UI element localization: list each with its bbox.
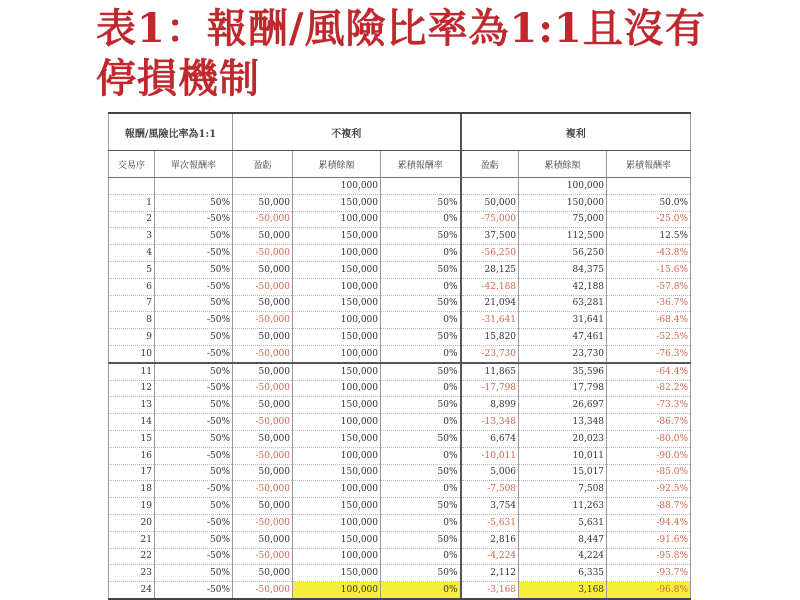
cell-nc-balance: 100,000	[293, 582, 381, 599]
cell-trade-no: 23	[109, 565, 155, 582]
cell-single-return: 50%	[155, 531, 233, 548]
cell-c-balance: 63,281	[519, 295, 607, 312]
cell-single-return: -50%	[155, 211, 233, 228]
cell-nc-pl: 50,000	[233, 363, 293, 380]
cell-single-return: 50%	[155, 498, 233, 515]
cell-c-return: -88.7%	[607, 498, 691, 515]
cell-single-return: -50%	[155, 345, 233, 362]
table-row	[109, 514, 691, 531]
cell-nc-pl: -50,000	[233, 414, 293, 431]
cell-c-pl: 5,006	[461, 464, 519, 481]
cell-c-balance: 20,023	[519, 430, 607, 447]
table-row	[109, 261, 691, 278]
cell-c-return: -76.3%	[607, 345, 691, 362]
cell-trade-no: 21	[109, 531, 155, 548]
cell-c-return: -94.4%	[607, 514, 691, 531]
table-row	[109, 464, 691, 481]
table-row	[109, 228, 691, 245]
cell-nc-pl: 50,000	[233, 464, 293, 481]
cell-trade-no: 24	[109, 582, 155, 599]
table-row	[109, 295, 691, 312]
cell-c-pl: 3,754	[461, 498, 519, 515]
initial-nc-balance: 100,000	[293, 178, 381, 195]
cell-c-pl: 50,000	[461, 194, 519, 211]
cell-trade-no: 3	[109, 228, 155, 245]
cell-c-return: -68.4%	[607, 312, 691, 329]
cell-c-return: -80.0%	[607, 430, 691, 447]
cell-nc-pl: -50,000	[233, 514, 293, 531]
cell-c-balance: 112,500	[519, 228, 607, 245]
cell-nc-pl: -50,000	[233, 278, 293, 295]
cell-c-balance: 11,263	[519, 498, 607, 515]
cell-c-balance: 3,168	[519, 582, 607, 599]
cell-nc-return: 0%	[381, 278, 461, 295]
cell-trade-no: 8	[109, 312, 155, 329]
cell-trade-no: 11	[109, 363, 155, 380]
cell-c-pl: -23,730	[461, 345, 519, 362]
cell-trade-no: 4	[109, 245, 155, 262]
cell-nc-pl: -50,000	[233, 582, 293, 599]
cell-c-pl: -75,000	[461, 211, 519, 228]
table-row	[109, 548, 691, 565]
cell-c-balance: 84,375	[519, 261, 607, 278]
cell-nc-return: 0%	[381, 548, 461, 565]
cell-nc-pl: 50,000	[233, 531, 293, 548]
cell-c-return: -90.0%	[607, 447, 691, 464]
cell-nc-balance: 100,000	[293, 548, 381, 565]
cell-nc-return: 0%	[381, 345, 461, 362]
cell-c-pl: 2,816	[461, 531, 519, 548]
cell-c-pl: -7,508	[461, 481, 519, 498]
cell-c-return: -64.4%	[607, 363, 691, 380]
cell-single-return: -50%	[155, 514, 233, 531]
cell-nc-pl: -50,000	[233, 380, 293, 397]
cell-nc-pl: 50,000	[233, 194, 293, 211]
cell-nc-balance: 150,000	[293, 531, 381, 548]
cell-trade-no: 16	[109, 447, 155, 464]
cell-c-pl: 2,112	[461, 565, 519, 582]
cell-single-return: -50%	[155, 548, 233, 565]
cell-single-return: 50%	[155, 194, 233, 211]
cell-single-return: -50%	[155, 380, 233, 397]
cell-trade-no: 9	[109, 329, 155, 346]
table-row	[109, 498, 691, 515]
cell-nc-balance: 150,000	[293, 498, 381, 515]
cell-c-return: -92.5%	[607, 481, 691, 498]
cell-nc-pl: -50,000	[233, 211, 293, 228]
cell-trade-no: 1	[109, 194, 155, 211]
cell-nc-balance: 150,000	[293, 295, 381, 312]
cell-nc-balance: 100,000	[293, 447, 381, 464]
col-header-trade-no: 交易序	[109, 151, 155, 178]
cell-c-balance: 8,447	[519, 531, 607, 548]
cell-trade-no: 15	[109, 430, 155, 447]
cell-nc-pl: -50,000	[233, 312, 293, 329]
cell-nc-return: 0%	[381, 312, 461, 329]
cell-single-return: -50%	[155, 582, 233, 599]
cell-nc-balance: 150,000	[293, 397, 381, 414]
table-row	[109, 397, 691, 414]
title-line-2: 停損機制	[96, 55, 260, 102]
cell-nc-balance: 150,000	[293, 261, 381, 278]
cell-single-return: 50%	[155, 363, 233, 380]
cell-c-return: -25.0%	[607, 211, 691, 228]
cell-c-return: -93.7%	[607, 565, 691, 582]
cell-c-return: -52.5%	[607, 329, 691, 346]
cell-trade-no: 20	[109, 514, 155, 531]
cell-nc-pl: 50,000	[233, 397, 293, 414]
cell-c-pl: 28,125	[461, 261, 519, 278]
cell-c-return: -43.8%	[607, 245, 691, 262]
cell-nc-pl: -50,000	[233, 345, 293, 362]
cell-nc-pl: -50,000	[233, 245, 293, 262]
cell-trade-no: 17	[109, 464, 155, 481]
cell-c-return: -96.8%	[607, 582, 691, 599]
cell-c-return: -85.0%	[607, 464, 691, 481]
cell-nc-balance: 100,000	[293, 380, 381, 397]
cell-nc-balance: 150,000	[293, 363, 381, 380]
cell-c-return: -36.7%	[607, 295, 691, 312]
cell-nc-return: 0%	[381, 211, 461, 228]
cell-c-pl: -3,168	[461, 582, 519, 599]
cell-c-balance: 47,461	[519, 329, 607, 346]
cell-c-balance: 42,188	[519, 278, 607, 295]
cell-c-return: -15.6%	[607, 261, 691, 278]
cell-nc-return: 50%	[381, 498, 461, 515]
cell-c-balance: 26,697	[519, 397, 607, 414]
cell-c-return: 50.0%	[607, 194, 691, 211]
cell-single-return: 50%	[155, 397, 233, 414]
cell-nc-balance: 100,000	[293, 414, 381, 431]
cell-nc-return: 0%	[381, 380, 461, 397]
cell-c-balance: 7,508	[519, 481, 607, 498]
cell-c-pl: -4,224	[461, 548, 519, 565]
table-row	[109, 531, 691, 548]
cell-nc-return: 50%	[381, 194, 461, 211]
table-row	[109, 345, 691, 362]
cell-c-pl: 21,094	[461, 295, 519, 312]
cell-nc-pl: -50,000	[233, 548, 293, 565]
cell-c-pl: 15,820	[461, 329, 519, 346]
table-row	[109, 363, 691, 380]
table-row	[109, 278, 691, 295]
cell-trade-no: 10	[109, 345, 155, 362]
initial-c-balance: 100,000	[519, 178, 607, 195]
col-header-nc-pl: 盈虧	[233, 151, 293, 178]
ratio-label: 報酬/風險比率為1:1	[109, 113, 233, 151]
table-row	[109, 447, 691, 464]
table-row	[109, 245, 691, 262]
cell-nc-balance: 100,000	[293, 278, 381, 295]
column-headers	[109, 151, 691, 178]
table-row	[109, 565, 691, 582]
cell-c-balance: 15,017	[519, 464, 607, 481]
cell-nc-return: 0%	[381, 481, 461, 498]
cell-c-pl: -42,188	[461, 278, 519, 295]
table-row	[109, 329, 691, 346]
cell-single-return: 50%	[155, 228, 233, 245]
cell-nc-pl: 50,000	[233, 430, 293, 447]
cell-nc-pl: 50,000	[233, 295, 293, 312]
group-compound: 複利	[461, 113, 691, 151]
cell-c-balance: 4,224	[519, 548, 607, 565]
cell-c-pl: 11,865	[461, 363, 519, 380]
col-header-single-return: 單次報酬率	[155, 151, 233, 178]
cell-trade-no: 6	[109, 278, 155, 295]
cell-nc-balance: 100,000	[293, 345, 381, 362]
cell-single-return: 50%	[155, 565, 233, 582]
cell-c-balance: 10,011	[519, 447, 607, 464]
cell-single-return: 50%	[155, 329, 233, 346]
cell-nc-balance: 100,000	[293, 514, 381, 531]
cell-nc-balance: 100,000	[293, 211, 381, 228]
returns-table	[108, 112, 691, 600]
cell-single-return: -50%	[155, 414, 233, 431]
cell-c-pl: -31,641	[461, 312, 519, 329]
cell-nc-return: 0%	[381, 582, 461, 599]
cell-c-balance: 5,631	[519, 514, 607, 531]
cell-nc-return: 50%	[381, 228, 461, 245]
cell-c-return: -91.6%	[607, 531, 691, 548]
cell-single-return: -50%	[155, 481, 233, 498]
cell-trade-no: 2	[109, 211, 155, 228]
cell-nc-return: 0%	[381, 447, 461, 464]
returns-table-container	[108, 112, 690, 600]
cell-trade-no: 13	[109, 397, 155, 414]
cell-c-balance: 35,596	[519, 363, 607, 380]
table-row	[109, 414, 691, 431]
cell-single-return: -50%	[155, 447, 233, 464]
cell-trade-no: 18	[109, 481, 155, 498]
cell-c-pl: 6,674	[461, 430, 519, 447]
cell-nc-pl: 50,000	[233, 498, 293, 515]
table-row	[109, 211, 691, 228]
cell-nc-return: 0%	[381, 245, 461, 262]
cell-c-balance: 23,730	[519, 345, 607, 362]
cell-single-return: 50%	[155, 464, 233, 481]
cell-c-balance: 150,000	[519, 194, 607, 211]
cell-c-return: -95.8%	[607, 548, 691, 565]
cell-nc-pl: 50,000	[233, 261, 293, 278]
cell-c-pl: -10,011	[461, 447, 519, 464]
cell-nc-pl: -50,000	[233, 447, 293, 464]
cell-c-pl: 37,500	[461, 228, 519, 245]
cell-single-return: -50%	[155, 278, 233, 295]
table-row	[109, 194, 691, 211]
cell-c-pl: -13,348	[461, 414, 519, 431]
cell-c-balance: 17,798	[519, 380, 607, 397]
cell-trade-no: 19	[109, 498, 155, 515]
group-no-compound: 不複利	[233, 113, 461, 151]
table-row	[109, 430, 691, 447]
cell-c-return: 12.5%	[607, 228, 691, 245]
cell-nc-balance: 150,000	[293, 430, 381, 447]
cell-c-pl: 8,899	[461, 397, 519, 414]
initial-row	[109, 178, 691, 195]
cell-c-balance: 75,000	[519, 211, 607, 228]
title-line-1: 表1：報酬/風險比率為1:1且沒有	[96, 5, 706, 52]
cell-single-return: -50%	[155, 245, 233, 262]
cell-c-balance: 13,348	[519, 414, 607, 431]
cell-c-return: -82.2%	[607, 380, 691, 397]
cell-c-pl: -5,631	[461, 514, 519, 531]
cell-nc-return: 50%	[381, 295, 461, 312]
table-row	[109, 481, 691, 498]
cell-single-return: 50%	[155, 295, 233, 312]
cell-nc-balance: 150,000	[293, 329, 381, 346]
cell-trade-no: 12	[109, 380, 155, 397]
cell-nc-balance: 150,000	[293, 565, 381, 582]
cell-c-pl: -17,798	[461, 380, 519, 397]
cell-nc-balance: 150,000	[293, 228, 381, 245]
cell-nc-pl: 50,000	[233, 329, 293, 346]
cell-nc-return: 50%	[381, 329, 461, 346]
cell-single-return: -50%	[155, 312, 233, 329]
cell-c-pl: -56,250	[461, 245, 519, 262]
cell-nc-return: 50%	[381, 261, 461, 278]
cell-nc-return: 50%	[381, 430, 461, 447]
col-header-c-pl: 盈虧	[461, 151, 519, 178]
cell-nc-balance: 150,000	[293, 194, 381, 211]
cell-nc-balance: 100,000	[293, 312, 381, 329]
table-row	[109, 312, 691, 329]
cell-nc-pl: 50,000	[233, 228, 293, 245]
cell-nc-return: 50%	[381, 397, 461, 414]
cell-c-return: -57.8%	[607, 278, 691, 295]
cell-trade-no: 14	[109, 414, 155, 431]
cell-nc-pl: 50,000	[233, 565, 293, 582]
col-header-c-balance: 累積餘額	[519, 151, 607, 178]
cell-c-return: -86.7%	[607, 414, 691, 431]
cell-trade-no: 22	[109, 548, 155, 565]
table-row	[109, 582, 691, 599]
col-header-nc-return: 累積報酬率	[381, 151, 461, 178]
cell-trade-no: 5	[109, 261, 155, 278]
cell-single-return: 50%	[155, 430, 233, 447]
page-title	[96, 4, 736, 104]
cell-nc-return: 50%	[381, 531, 461, 548]
cell-c-return: -73.3%	[607, 397, 691, 414]
cell-c-balance: 6,335	[519, 565, 607, 582]
cell-c-balance: 31,641	[519, 312, 607, 329]
cell-nc-return: 0%	[381, 514, 461, 531]
cell-nc-pl: -50,000	[233, 481, 293, 498]
cell-nc-return: 50%	[381, 464, 461, 481]
cell-nc-balance: 150,000	[293, 464, 381, 481]
cell-single-return: 50%	[155, 261, 233, 278]
cell-nc-balance: 100,000	[293, 481, 381, 498]
cell-nc-return: 0%	[381, 414, 461, 431]
cell-nc-return: 50%	[381, 565, 461, 582]
col-header-nc-balance: 累積餘額	[293, 151, 381, 178]
table-row	[109, 380, 691, 397]
cell-nc-balance: 100,000	[293, 245, 381, 262]
cell-trade-no: 7	[109, 295, 155, 312]
cell-c-balance: 56,250	[519, 245, 607, 262]
cell-nc-return: 50%	[381, 363, 461, 380]
col-header-c-return: 累積報酬率	[607, 151, 691, 178]
